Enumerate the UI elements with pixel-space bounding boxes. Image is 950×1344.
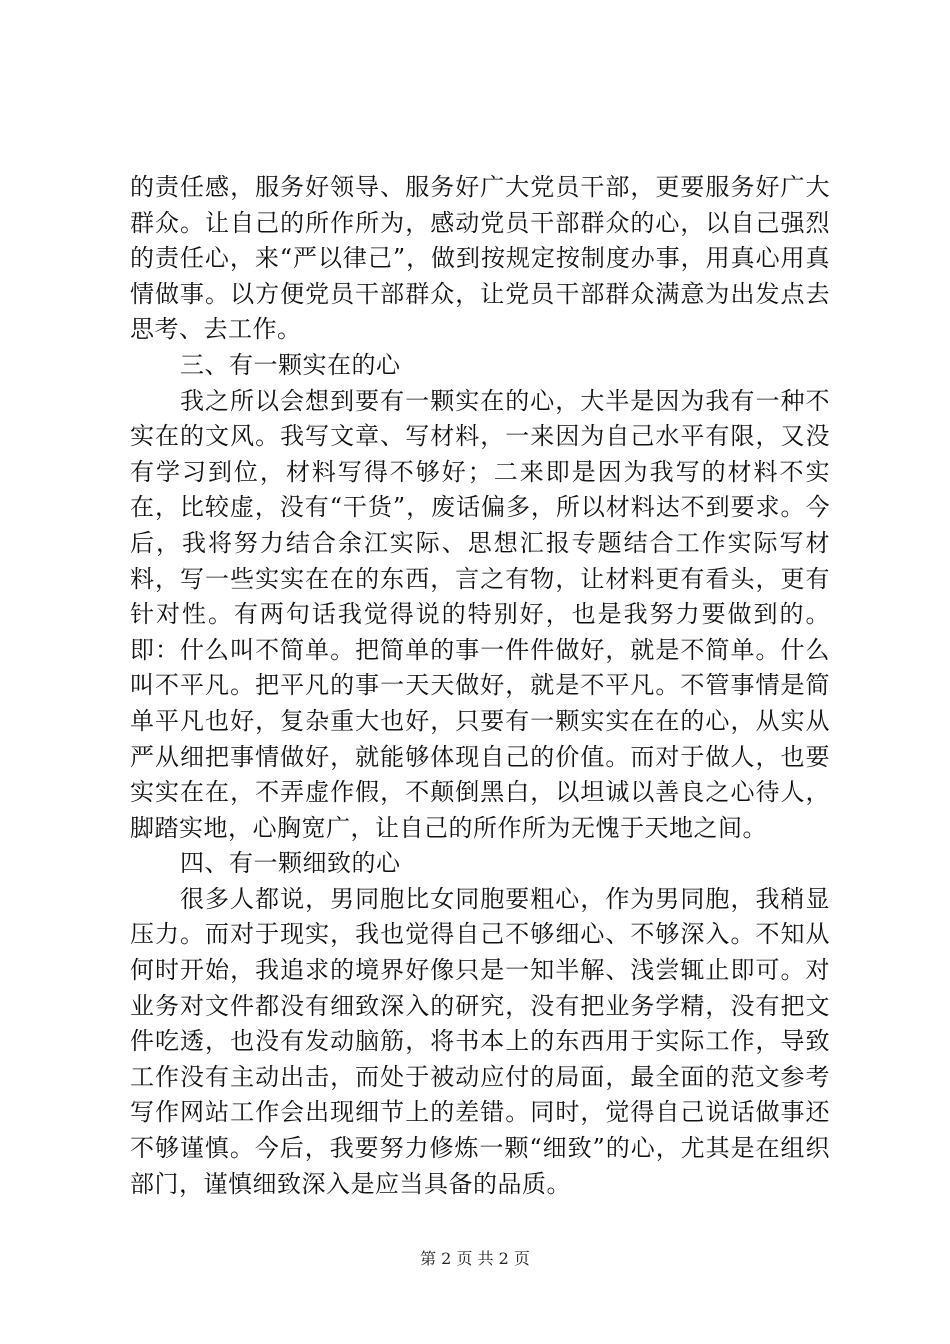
section-heading-3: 三、有一颗实在的心 bbox=[180, 350, 401, 379]
paragraph-section-4: 很多人都说，男同胞比女同胞要粗心，作为男同胞，我稍显压力。而对于现实，我也觉得自己不够细心、不够深入。不知从何时开始，我追求的境界好像只是一知半解、浅尝辄止即可。对业务对文件都没有细致深入的研究，没有把业务学精，没有把文件吃透，也没有发动脑筋，将书本上的东西用于实际工作，导致工作没有主动出击，而处于被动应付的局面，最全面的范文参考写作网站工作会出现细节上的差错。同时，觉得自己说话做事还不够谨慎。今后，我要努力修炼一颗“细致”的心，尤其是在组织部门，谨慎细致深入是应当具备的品质。 bbox=[130, 884, 830, 1198]
page-footer: 第 2 页 共 2 页 bbox=[420, 1249, 530, 1268]
section-heading-4: 四、有一颗细致的心 bbox=[180, 849, 401, 878]
paragraph-continuation: 的责任感，服务好领导、服务好广大党员干部，更要服务好广大群众。让自己的所作所为，感动党员干部群众的心，以自己强烈的责任心，来“严以律己”，做到按规定按制度办事，用真心用真情做事。以方便党员干部群众，让党员干部群众满意为出发点去思考、去工作。 bbox=[130, 173, 830, 344]
paragraph-section-3: 我之所以会想到要有一颗实在的心，大半是因为我有一种不实在的文风。我写文章、写材料，一来因为自己水平有限，又没有学习到位，材料写得不够好；二来即是因为我写的材料不实在，比较虚，没有“干货”，废话偏多，所以材料达不到要求。今后，我将努力结合余江实际、思想汇报专题结合工作实际写材料，写一些实实在在的东西，言之有物，让材料更有看头，更有针对性。有两句话我觉得说的特别好，也是我努力要做到的。即：什么叫不简单。把简单的事一件件做好，就是不简单。什么叫不平凡。把平凡的事一天天做好，就是不平凡。不管事情是简单平凡也好，复杂重大也好，只要有一颗实实在在的心，从实从严从细把事情做好，就能够体现自己的价值。而对于做人，也要实实在在，不弄虚作假，不颠倒黑白，以坦诚以善良之心待人，脚踏实地，心胸宽广，让自己的所作所为无愧于天地之间。 bbox=[130, 386, 830, 842]
document-body bbox=[130, 170, 830, 1202]
